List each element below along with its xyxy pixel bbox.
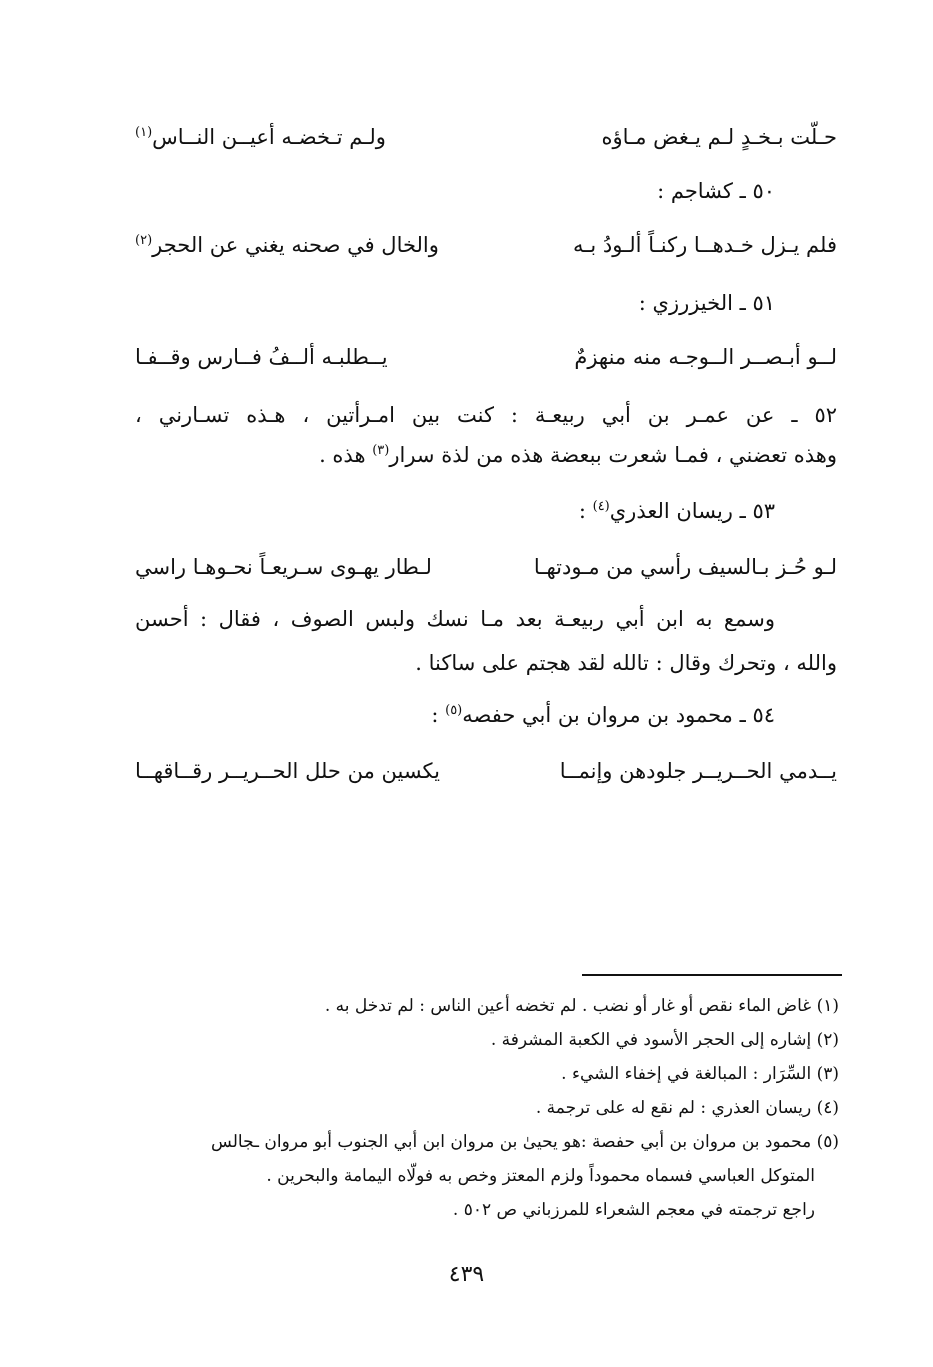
prose-53-line-1: وسمع به ابن أبي ربيعـة بعد مـا نسك ولبس الصوف ، فقال : أحسن [135,607,775,631]
heading-54 [431,700,775,730]
footnote-ref-2[interactable]: (٢) [135,233,153,248]
heading-51: ٥١ ـ الخيزرزي : [638,291,775,315]
footnote-ref-3[interactable]: (٣) [372,443,390,458]
prose-52-line-1: ٥٢ ـ عن عمـر بن أبي ربيعـة : كنت بين امـرأتين ، هـذه تسـارني ، [135,403,837,427]
footnote-separator [582,974,842,976]
verse-5-second-hemistich: يكسين من حلل الحــريــر رقــاقهــا [135,759,440,783]
heading-54-text: ٥٤ ـ محمود بن مروان بن أبي حفصه [462,703,775,727]
footnote-5: (٥) محمود بن مروان بن أبي حفصة :هو يحيىٰ بن مروان ابن أبي الجنوب أبو مروان ـجالس [211,1132,839,1152]
verse-5-first-hemistich: يــدمي الحــريــر جلودهن وإنمــا [559,759,837,783]
verse-2 [135,230,837,260]
verse-1-first-hemistich: حـلّت بـخـدٍ لـم يـغض مـاؤه [601,125,837,149]
verse-2-second-hemistich: والخال في صحنه يغني عن الحجر$^{(٢)}$ [135,233,439,257]
verse-3-first-hemistich: لــو أبـصــر الــوجـه منه منهزمٌ [574,345,837,369]
footnote-5-line-2: المتوكل العباسي فسماه محموداً ولزم المعتز وخص به فولّاه اليمامة والبحرين . [266,1166,815,1186]
verse-4 [135,552,837,582]
verse-5 [135,756,837,786]
verse-3-second-hemistich: يــطلبـه ألــفُ فــارس وقــفـا [135,345,388,369]
footnote-2: (٢) إشاره إلى الحجر الأسود في الكعبة المشرفة . [490,1030,839,1050]
prose-52-line-2 [135,440,837,470]
verse-4-second-hemistich: لـطار يهـوى سـريعـاً نحـوهـا راسي [135,555,432,579]
footnote-ref-5[interactable]: (٥) [445,703,463,718]
verse-2-first-hemistich: فلم يـزل خـدهــا ركنـاً ألـودُ بـه [573,233,837,257]
heading-54-colon: : [431,703,446,727]
heading-53 [579,496,775,526]
verse-4-first-hemistich: لـو حُـز بـالسيف رأسي من مـودتهـا [533,555,837,579]
footnote-4: (٤) ريسان العذري : لم نقع له على ترجمة . [535,1098,839,1118]
verse-1-second-hemistich: ولـم تـخضـه أعيــن النــاس$^{(١)}$ [135,125,386,149]
footnote-1: (١) غاض الماء نقص أو غار أو نضب . لم تخضه أعين الناس : لم تدخل به . [324,996,839,1016]
verse-1 [135,122,837,152]
heading-53-colon: : [578,499,593,523]
heading-53-text: ٥٣ ـ ريسان العذري [609,499,775,523]
prose-52-line-2-tail: هذه . [319,443,373,467]
heading-50: ٥٠ ـ كشاجم : [657,179,775,203]
page-number: ٤٣٩ [448,1262,485,1287]
prose-53-line-2: والله ، وتحرك وقال : تالله لقد هجتم على ساكنا . [415,651,837,675]
footnote-ref-1[interactable]: (١) [135,125,153,140]
prose-52-line-2-text: وهذه تعضني ، فمـا شعرت ببعضة هذه من لذة سرار [389,443,837,467]
verse-3 [135,342,837,372]
footnote-5-line-3: راجع ترجمته في معجم الشعراء للمرزباني ص ٥٠٢ . [452,1200,815,1220]
footnote-ref-4[interactable]: (٤) [592,499,610,514]
footnote-3: (٣) السِّرَار : المبالغة في إخفاء الشيء . [561,1064,839,1084]
